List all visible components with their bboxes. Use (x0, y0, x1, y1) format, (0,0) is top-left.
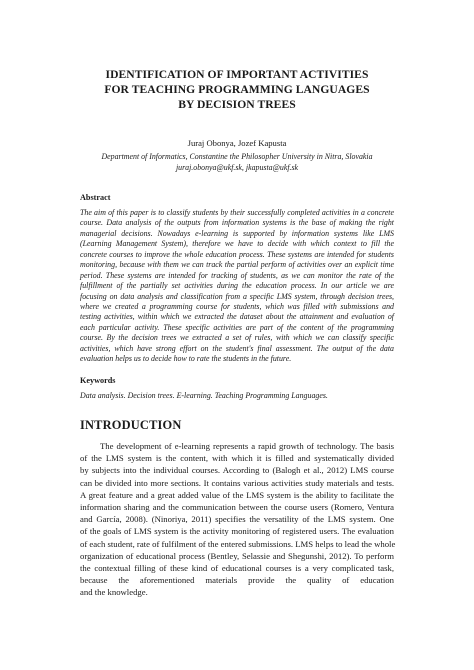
introduction-heading: INTRODUCTION (80, 418, 182, 432)
introduction-line: information sharing and the communication between the course users (Romero, Ventura (80, 501, 394, 512)
introduction-line: the contextual filling of these kind of educational courses is a very complicated task, (80, 562, 394, 573)
abstract-line: course. Data analysis of the outputs from information systems is the base of making the right (80, 218, 394, 228)
introduction-line: of each student, rate of fulfilment of the entered submissions. LMS helps to lead the whole (80, 538, 396, 549)
abstract-line: monitoring, because with them we can track the partial perform of activities over an explicit time (80, 260, 394, 270)
abstract-line: evaluation helps us to decide how to rate the students in the future. (80, 354, 292, 364)
introduction-line: by subjects into the individual courses. According to (Balogh et al., 2012) LMS course (80, 465, 394, 476)
introduction-line: because the aforementioned materials provide the quality of education (80, 575, 394, 586)
introduction-line: can be divided into more sections. It contains various activities study materials and tests. (80, 477, 394, 488)
introduction-line: The development of e-learning represents a rapid growth of technology. The basis (100, 441, 394, 451)
paper-authors: Juraj Obonya, Jozef Kapusta (187, 138, 287, 148)
abstract-line: The aim of this paper is to classify students by their successfully completed activities in a concrete (80, 208, 394, 217)
abstract-line: where we created a programming course for students, which was filled with submissions and (80, 301, 394, 311)
abstract-heading: Abstract (80, 193, 111, 202)
abstract-line: period. These systems are intended for tracking of students, as we can monitor the rate of the (80, 270, 394, 280)
abstract-line: fulfillment of the partially set activities during the education process. In our article we are (80, 281, 394, 291)
title-line: IDENTIFICATION OF IMPORTANT ACTIVITIES (105, 68, 369, 81)
paper-title (80, 68, 394, 112)
introduction-line: organization of educational process (Bentley, Selassie and Shegunshi, 2012). To perform (80, 550, 394, 561)
keywords-heading: Keywords (80, 376, 116, 385)
abstract-line: managerial decisions. Nowadays e-learning is supported by information systems like LMS (80, 228, 394, 238)
affiliation-line: Department of Informatics, Constantine the Philosopher University in Nitra, Slovakia (101, 152, 373, 161)
introduction-line: and García, 2008). (Ninoriya, 2011) specifies the versatility of the LMS system. One (80, 514, 394, 525)
paper-affiliation (80, 152, 394, 173)
abstract-line: activities, which have strong effort on the student's final assessment. The output of the data (80, 343, 394, 353)
abstract-line: (Learning Management System), therefore we have to decide with which context to fill the (80, 239, 394, 249)
introduction-line: of the LMS system is the content, with which it is filled and systematically divided (80, 453, 394, 464)
introduction-body (80, 440, 394, 598)
abstract-line: testing activities, within which we extracted the dataset about the attainment and evaluation of (80, 312, 394, 322)
abstract-line: each particular activity. These specific activities are part of the content of the programming (80, 322, 394, 332)
title-line: BY DECISION TREES (178, 97, 296, 111)
introduction-line: of the goals of LMS system is the activity monitoring of registered users. The evaluation (80, 526, 394, 537)
affiliation-emails: juraj.obonya@ukf.sk, jkapusta@ukf.sk (175, 162, 299, 172)
abstract-line: course. By the decision trees we extracted a set of rules, with which we can classify specific (80, 333, 394, 343)
introduction-line: A great feature and a great added value of the LMS system is the ability to facilitate the (80, 489, 394, 500)
abstract-line: concrete courses to improve the whole education process. These systems are intended for students (80, 249, 394, 259)
keywords-text: Data analysis. Decision trees. E-learning. Teaching Programming Languages. (80, 391, 328, 400)
introduction-line: and the knowledge. (80, 587, 148, 598)
title-line: FOR TEACHING PROGRAMMING LANGUAGES (104, 82, 370, 96)
abstract-body (80, 208, 394, 365)
abstract-line: focusing on data analysis and classification from a specific LMS system, through decision trees, (80, 291, 394, 301)
